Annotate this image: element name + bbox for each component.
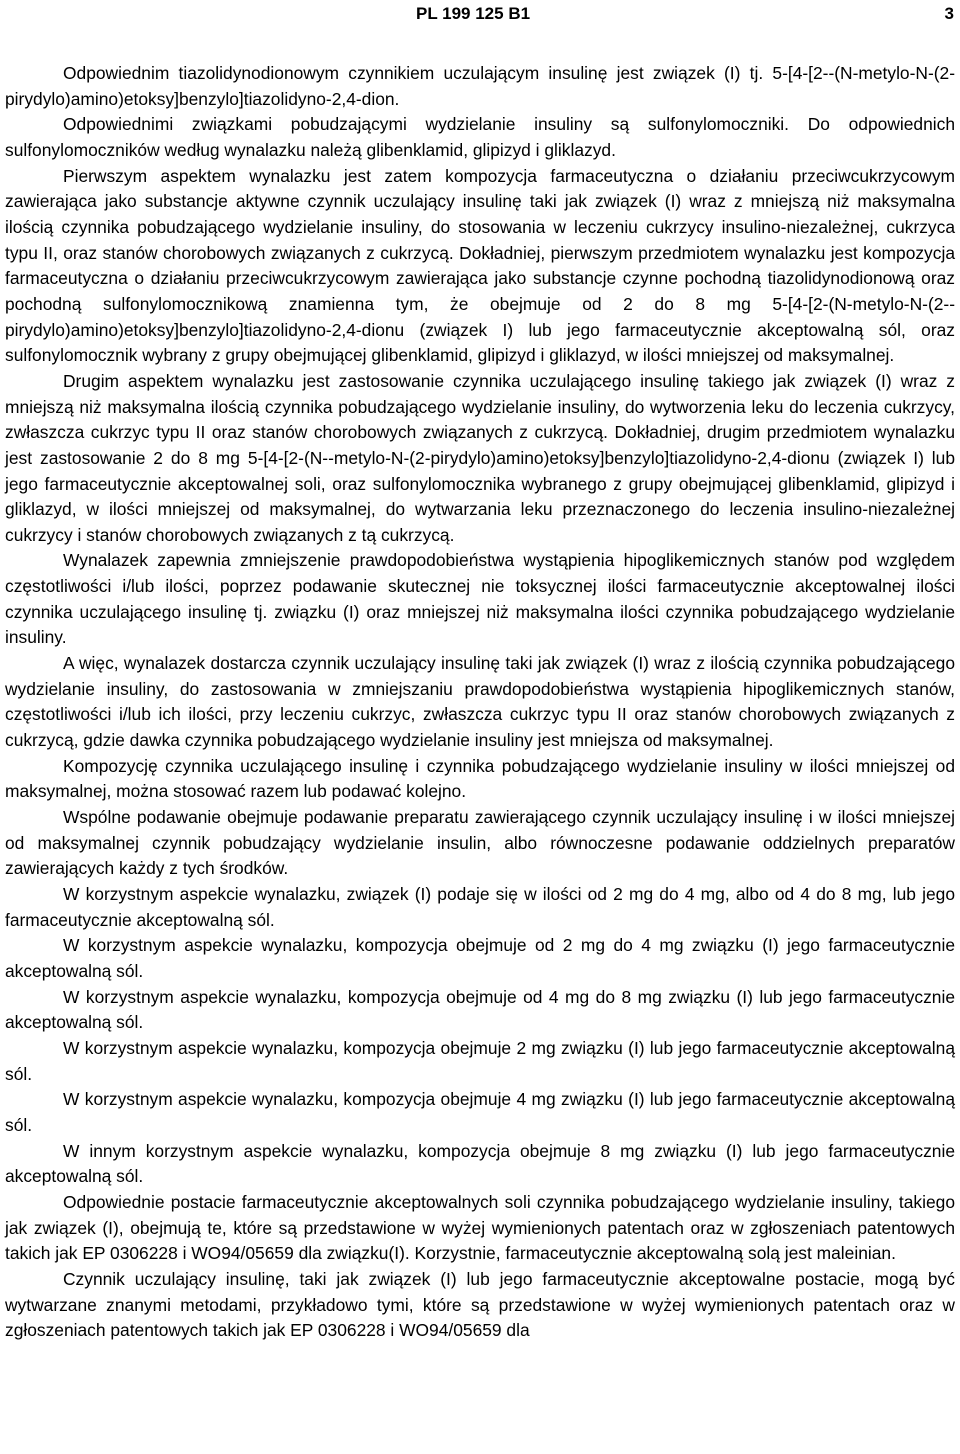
document-body — [5, 61, 955, 1344]
paragraph: Odpowiednie postacie farmaceutycznie akceptowalnych soli czynnika pobudzającego wydzielanie insuliny, takiego jak związek (I), obejmują te, które są przedstawione w wyżej wymienionych patentach oraz w zgłoszeniach patentowych takich jak EP 0306228 i WO94/05659 dla związku(I). Korzystnie, farmaceutycznie akceptowalną solą jest maleinian. — [5, 1191, 955, 1264]
paragraph: Drugim aspektem wynalazku jest zastosowanie czynnika uczulającego insulinę takiego jak związek (I) wraz z mniejszą niż maksymalna ilością czynnika pobudzającego wydzielanie insuliny, do wytworzenia leku do leczenia cukrzycy, zwłaszcza cukrzyc typu II oraz stanów chorobowych związanych z cukrzycą. Dokładniej, drugim przedmiotem wynalazku jest zastosowanie 2 do 8 mg 5-[4-[2-(N--metylo-N-(2-pirydylo)amino)etoksy]benzylo]tiazolidyno-2,4-dionu (związek I) lub jego farmaceutycznie akceptowalnej soli, oraz sulfonylomocznika wybranego z grupy obejmującej glibenklamid, glipizyd i gliklazyd, w ilości mniejszej od maksymalnej, do wytwarzania leku przeznaczonego do leczenia insulino-niezależnej cukrzycy i stanów chorobowych związanych z tą cukrzycą. — [5, 370, 955, 545]
paragraph: Pierwszym aspektem wynalazku jest zatem kompozycja farmaceutyczna o działaniu przeciwcukrzycowym zawierająca jako substancje aktywne czynnik uczulający insulinę taki jak związek (I) wraz z mniejszą niż maksymalna ilością czynnika pobudzającego wydzielanie insuliny, do stosowania w leczeniu cukrzycy insulino-niezależnej, cukrzyca typu II, oraz stanów chorobowych związanych z cukrzycą. Dokładniej, pierwszym przedmiotem wynalazku jest kompozycja farmaceutyczna o działaniu przeciwcukrzycowym zawierająca jako substancje czynne pochodną tiazolidynodionową oraz pochodną sulfonylomocznikową znamienna tym, że obejmuje od 2 do 8 mg 5-[4-[2-(N-metylo-N-(2--pirydylo)amino)etoksy]benzylo]tiazolidyno-2,4-dionu (związek I) lub jego farmaceutycznie akceptowalną sól, oraz sulfonylomocznik wybrany z grupy obejmującej glibenklamid, glipizyd i gliklazyd, w ilości mniejszej od maksymalnej. — [5, 165, 955, 366]
paragraph: A więc, wynalazek dostarcza czynnik uczulający insulinę taki jak związek (I) wraz z ilością czynnika pobudzającego wydzielanie insuliny, do zastosowania w zmniejszaniu prawdopodobieństwa wystąpienia hipoglikemicznych stanów, częstotliwości i/lub ich ilości, przy leczeniu cukrzyc, zwłaszcza cukrzyc typu II oraz stanów chorobowych związanych z cukrzycą, gdzie dawka czynnika pobudzającego wydzielanie insuliny jest mniejsza od maksymalnej. — [5, 653, 955, 751]
paragraph: W korzystnym aspekcie wynalazku, związek (I) podaje się w ilości od 2 mg do 4 mg, albo od 4 do 8 mg, lub jego farmaceutycznie akceptowalną sól. — [5, 884, 955, 930]
paragraph: W korzystnym aspekcie wynalazku, kompozycja obejmuje od 4 mg do 8 mg związku (I) lub jego farmaceutycznie akceptowalną sól. — [5, 986, 955, 1033]
document-id: PL 199 125 B1 — [416, 4, 531, 23]
paragraph: Wynalazek zapewnia zmniejszenie prawdopodobieństwa wystąpienia hipoglikemicznych stanów pod względem częstotliwości i/lub ilości, poprzez podawanie skutecznej nie toksycznej ilości farmaceutycznie akceptowalnej ilości czynnika uczulającego insulinę tj. związku (I) oraz mniejszej niż maksymalna ilości czynnika pobudzającego wydzielanie insuliny. — [5, 550, 955, 648]
page-header — [0, 4, 960, 26]
paragraph: W innym korzystnym aspekcie wynalazku, kompozycja obejmuje 8 mg związku (I) lub jego farmaceutycznie akceptowalną sól. — [5, 1140, 955, 1187]
page-number: 3 — [944, 4, 954, 23]
paragraph: W korzystnym aspekcie wynalazku, kompozycja obejmuje od 2 mg do 4 mg związku (I) jego farmaceutycznie akceptowalną sól. — [5, 935, 955, 981]
paragraph: Czynnik uczulający insulinę, taki jak związek (I) lub jego farmaceutycznie akceptowalne postacie, mogą być wytwarzane znanymi metodami, przykładowo tymi, które są przedstawione w wyżej wymienionych patentach oraz w zgłoszeniach patentowych takich jak EP 0306228 i WO94/05659 dla — [5, 1268, 955, 1341]
paragraph: W korzystnym aspekcie wynalazku, kompozycja obejmuje 4 mg związku (I) lub jego farmaceutycznie akceptowalną sól. — [5, 1089, 955, 1135]
paragraph: Wspólne podawanie obejmuje podawanie preparatu zawierającego czynnik uczulający insulinę i w ilości mniejszej od maksymalnej czynnik pobudzający wydzielanie insulin, albo równoczesne podawanie oddzielnych preparatów zawierających każdy z tych środków. — [5, 807, 955, 879]
paragraph: Odpowiednimi związkami pobudzającymi wydzielanie insuliny są sulfonylomoczniki. Do odpowiednich sulfonylomoczników według wynalazku należą glibenklamid, glipizyd i gliklazyd. — [5, 114, 955, 160]
paragraph: W korzystnym aspekcie wynalazku, kompozycja obejmuje 2 mg związku (I) lub jego farmaceutycznie akceptowalną sól. — [5, 1037, 955, 1084]
paragraph: Kompozycję czynnika uczulającego insulinę i czynnika pobudzającego wydzielanie insuliny w ilości mniejszej od maksymalnej, można stosować razem lub podawać kolejno. — [5, 755, 955, 802]
paragraph: Odpowiednim tiazolidynodionowym czynnikiem uczulającym insulinę jest związek (I) tj. 5-[4-[2--(N-metylo-N-(2-pirydylo)amino)etoksy]benzylo]tiazolidyno-2,4-dion. — [5, 63, 955, 109]
